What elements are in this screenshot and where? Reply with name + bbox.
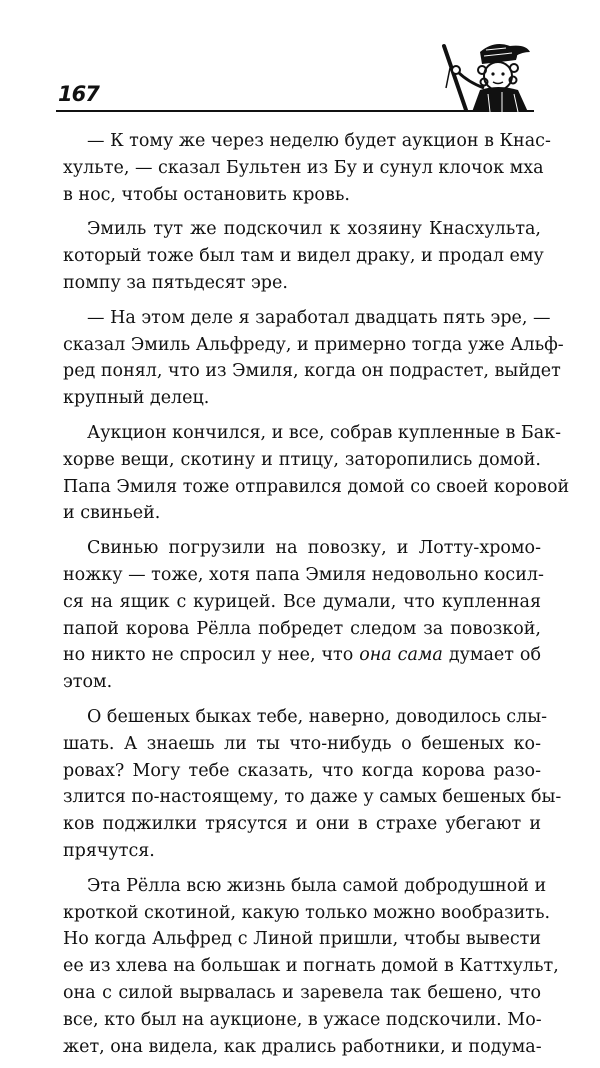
text-line: Эта Рёлла всю жизнь была самой добродушной и bbox=[87, 875, 547, 896]
paragraph-2 bbox=[63, 216, 544, 296]
text-line: ее из хлева на большак и погнать домой в Каттхульт, bbox=[63, 956, 559, 977]
text-line: Папа Эмиля тоже отправился домой со своей коровой bbox=[63, 476, 570, 497]
text-line: Эмиль тут же подскочил к хозяину Кнасхульта, bbox=[87, 219, 541, 240]
text-line: и свиньей. bbox=[63, 503, 161, 524]
emphasized-text: она сама bbox=[359, 645, 443, 666]
page-header bbox=[56, 38, 540, 114]
text-line: который тоже был там и видел драку, и продал ему bbox=[63, 246, 544, 267]
text-line: Аукцион кончился, и все, собрав купленные в Бак- bbox=[87, 422, 562, 443]
text-line: — К тому же через неделю будет аукцион в Кнас- bbox=[87, 131, 551, 151]
text-segment: думает об bbox=[442, 645, 541, 666]
text-line: помпу за пятьдесят эре. bbox=[63, 272, 288, 293]
text-line: Свинью погрузили на повозку, и Лотту-хромо- bbox=[87, 538, 541, 559]
text-line: шать. А знаешь ли ты что-нибудь о бешеных ко- bbox=[63, 733, 541, 754]
text-line: хорве вещи, скотину и птицу, заторопились домой. bbox=[63, 449, 541, 470]
text-line: Но когда Альфред с Линой пришли, чтобы вывести bbox=[63, 929, 541, 950]
text-line: ся на ящик с курицей. Все думали, что купленная bbox=[63, 591, 541, 612]
text-line: она с силой вырвалась и заревела так бешено, что bbox=[63, 982, 541, 1003]
text-line: хульте, — сказал Бультен из Бу и сунул клочок мха bbox=[63, 157, 544, 178]
boy-with-stick-illustration-icon bbox=[436, 38, 540, 114]
paragraph-3 bbox=[63, 305, 564, 412]
text-line: в нос, чтобы остановить кровь. bbox=[63, 184, 350, 205]
text-line: О бешеных быках тебе, наверно, доводилось слы- bbox=[87, 706, 548, 727]
text-line: кроткой скотиной, какую только можно вообразить. bbox=[63, 902, 551, 923]
text-line: папой корова Рёлла побредет следом за повозкой, bbox=[63, 618, 541, 639]
text-line: ков поджилки трясутся и они в страхе убегают и bbox=[63, 814, 541, 835]
page-number: 167 bbox=[58, 82, 99, 106]
paragraph-6 bbox=[63, 704, 562, 865]
text-line: жет, она видела, как дрались работники, и подума- bbox=[63, 1036, 542, 1057]
text-line: все, кто был на аукционе, в ужасе подскочили. Мо- bbox=[63, 1009, 542, 1030]
text-line: ред понял, что из Эмиля, когда он подрастет, выйдет bbox=[63, 361, 561, 382]
text-segment: но никто не спросил у нее, что bbox=[63, 645, 360, 666]
text-line: прячутся. bbox=[63, 840, 155, 861]
paragraph-4 bbox=[63, 420, 570, 527]
text-line: этом. bbox=[63, 672, 113, 693]
text-line: — На этом деле я заработал двадцать пять эре, — bbox=[87, 307, 551, 328]
text-line: злится по-настоящему, то даже у самых бешеных бы- bbox=[63, 787, 562, 808]
text-line: крупный делец. bbox=[63, 388, 210, 409]
paragraph-7 bbox=[63, 873, 559, 1061]
paragraph-1 bbox=[63, 128, 551, 208]
text-line-with-emphasis bbox=[63, 642, 541, 669]
text-line: ножку — тоже, хотя папа Эмиля недовольно косил- bbox=[63, 564, 544, 585]
paragraph-5 bbox=[63, 535, 544, 696]
text-line: ровах? Могу тебе сказать, что когда корова разо- bbox=[63, 760, 541, 781]
page-body-text bbox=[63, 128, 570, 1068]
text-line: сказал Эмиль Альфреду, и примерно тогда уже Альф- bbox=[63, 334, 564, 355]
